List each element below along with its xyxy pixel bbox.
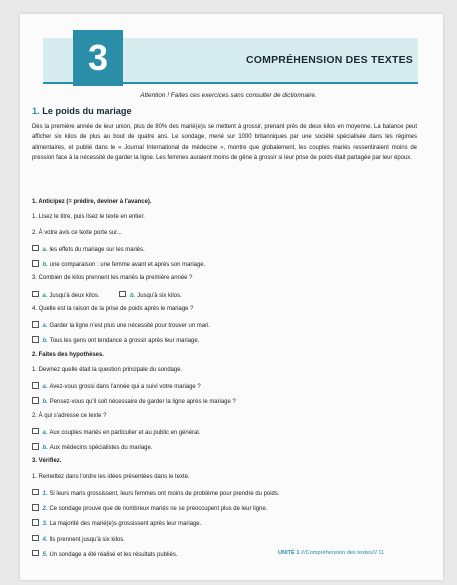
exercise-heading bbox=[32, 352, 104, 358]
question-text bbox=[32, 413, 106, 419]
line-text: 2. À votre avis ce texte porte sur... bbox=[32, 229, 122, 236]
exercise-heading bbox=[32, 458, 61, 464]
article-paragraph: Dès la première année de leur union, plus de 80% des marié(e)s se mettent à grossir, prenant près de deux kilos en moyenne. La balance peut afficher six kilos de plus au bout de quatre ans. Le sondage, mené sur 1000 britanniques par une société spécialisée dans les régimes alimentaires, et publié dans le « Journal International de médecine », montre que globalement, les couples mariés ressentiraient moins de pression face à la nécessité de garder la ligne. Les femmes auraient moins de gêne à grossir si leur prise de poids était partagée par leur époux. bbox=[32, 124, 417, 161]
option-text: Aux médecins spécialistes du mariage. bbox=[49, 445, 153, 452]
option-text: une comparaison : une femme avant et après son mariage. bbox=[49, 262, 206, 269]
option-letter: a. bbox=[42, 246, 48, 253]
answer-option[interactable] bbox=[32, 552, 178, 558]
answer-option[interactable] bbox=[32, 430, 200, 436]
option-letter: b. bbox=[42, 445, 48, 452]
answer-option bbox=[32, 245, 145, 253]
option-letter: a. bbox=[42, 292, 48, 299]
option-letter: b. bbox=[42, 262, 48, 269]
answer-option bbox=[32, 504, 267, 512]
option-letter: b. bbox=[129, 292, 136, 299]
line-text: 3. Combien de kilos prennent les mariés la première année ? bbox=[32, 275, 193, 282]
answer-option-pair bbox=[32, 291, 182, 299]
checkbox[interactable] bbox=[32, 336, 39, 343]
checkbox[interactable] bbox=[32, 443, 39, 450]
option-letter: 4. bbox=[42, 536, 48, 543]
answer-option bbox=[32, 260, 205, 268]
option-text: Tous les gens ont tendance à grossir après leur mariage. bbox=[49, 338, 200, 345]
option-letter: 5. bbox=[42, 551, 48, 558]
question-text bbox=[32, 214, 145, 220]
option-text: Garder la ligne n'est plus une nécessité pour trouver un mari. bbox=[49, 323, 210, 330]
line-text: 1. Anticipez (= prédire, deviner à l'avance). bbox=[32, 199, 152, 205]
option-letter: a. bbox=[42, 384, 48, 391]
line-text: 3. Vérifiez. bbox=[32, 458, 62, 465]
option-text: Ce sondage prouve que de nombreux mariés ne se préoccupent plus de leur ligne. bbox=[49, 506, 268, 513]
answer-option[interactable] bbox=[32, 399, 236, 405]
line-text: 1. Devinez quelle était la question principale du sondage. bbox=[32, 366, 183, 373]
checkbox[interactable] bbox=[32, 550, 39, 557]
option-text: Jusqu'à deux kilos. bbox=[49, 292, 100, 299]
option-text: Jusqu'à six kilos. bbox=[137, 292, 182, 299]
question-text bbox=[32, 474, 190, 480]
checkbox[interactable] bbox=[32, 504, 39, 511]
checkbox[interactable] bbox=[32, 428, 39, 435]
option-letter: 1. bbox=[42, 490, 48, 497]
answer-option[interactable] bbox=[32, 491, 279, 497]
section-number: 1. bbox=[32, 106, 40, 116]
option-letter: 2. bbox=[42, 506, 48, 513]
answer-option[interactable] bbox=[32, 384, 201, 390]
checkbox[interactable] bbox=[32, 535, 39, 542]
answer-option[interactable] bbox=[32, 262, 205, 268]
answer-option[interactable] bbox=[32, 338, 199, 344]
answer-option[interactable] bbox=[32, 445, 152, 451]
footer-unit: UNITÉ 1 bbox=[278, 550, 300, 556]
footer-text: ///Compréhension des textes/// 11 bbox=[299, 550, 385, 556]
option-text: La majorité des marié(e)s grossissent après leur mariage. bbox=[49, 521, 202, 528]
answer-option[interactable] bbox=[32, 293, 99, 299]
answer-option[interactable] bbox=[32, 323, 210, 329]
checkbox[interactable] bbox=[32, 291, 39, 298]
option-text: Avez-vous grossi dans l'année qui a suivi votre mariage ? bbox=[49, 384, 201, 391]
option-text: Ils prennent jusqu'à six kilos. bbox=[49, 536, 125, 543]
answer-option bbox=[32, 489, 279, 497]
answer-option bbox=[32, 428, 200, 436]
answer-option bbox=[32, 535, 125, 543]
answer-option[interactable] bbox=[32, 537, 125, 543]
page-footer bbox=[278, 550, 384, 556]
line-text: 1. Lisez le titre, puis lisez le texte en entier. bbox=[32, 214, 145, 221]
answer-option bbox=[32, 382, 201, 390]
checkbox[interactable] bbox=[32, 260, 39, 267]
line-text: 4. Quelle est la raison de la prise de poids après le mariage ? bbox=[32, 305, 194, 312]
option-letter: b. bbox=[42, 399, 48, 406]
option-text: Si leurs maris grossissent, leurs femmes ont moins de problème pour prendre du poids. bbox=[49, 490, 280, 497]
section-title bbox=[32, 106, 132, 116]
option-letter: a. bbox=[42, 323, 48, 330]
answer-option bbox=[32, 336, 199, 344]
checkbox[interactable] bbox=[32, 397, 39, 404]
question-text bbox=[32, 306, 193, 312]
option-letter: b. bbox=[42, 338, 48, 345]
section-title-text: Le poids du mariage bbox=[42, 106, 132, 116]
answer-option bbox=[32, 519, 201, 527]
answer-option bbox=[32, 443, 152, 451]
answer-option bbox=[32, 397, 236, 405]
answer-option bbox=[32, 550, 178, 558]
attention-note: Attention ! Faites ces exercices sans consulter de dictionnaire. bbox=[140, 92, 317, 99]
answer-option[interactable] bbox=[119, 293, 181, 299]
checkbox[interactable] bbox=[32, 382, 39, 389]
question-text bbox=[32, 367, 182, 373]
option-letter: a. bbox=[42, 429, 48, 436]
line-text: 2. Faites des hypothèses. bbox=[32, 351, 104, 358]
checkbox[interactable] bbox=[119, 291, 126, 298]
checkbox[interactable] bbox=[32, 245, 39, 252]
checkbox[interactable] bbox=[32, 321, 39, 328]
checkbox[interactable] bbox=[32, 489, 39, 496]
exercise-heading bbox=[32, 199, 152, 205]
question-text bbox=[32, 230, 122, 236]
answer-option[interactable] bbox=[32, 506, 267, 512]
chapter-number: 3 bbox=[73, 30, 123, 86]
chapter-title: COMPRÉHENSION DES TEXTES bbox=[246, 54, 413, 66]
option-text: Pensez-vous qu'il soit nécessaire de garder la ligne après le mariage ? bbox=[49, 399, 236, 406]
option-letter: 3. bbox=[42, 521, 48, 528]
option-text: Un sondage a été réalisé et les résultats publiés. bbox=[49, 551, 178, 558]
answer-option[interactable] bbox=[32, 247, 145, 253]
line-text: 1. Remettez dans l'ordre les idées présentées dans le texte. bbox=[32, 473, 190, 480]
answer-option[interactable] bbox=[32, 521, 201, 527]
option-text: les effets du mariage sur les mariés. bbox=[49, 246, 145, 253]
question-text bbox=[32, 275, 192, 281]
checkbox[interactable] bbox=[32, 519, 39, 526]
line-text: 2. À qui s'adresse ce texte ? bbox=[32, 412, 107, 419]
option-text: Aux couples mariés en particulier et au public en général. bbox=[49, 429, 201, 436]
answer-option bbox=[32, 321, 210, 329]
